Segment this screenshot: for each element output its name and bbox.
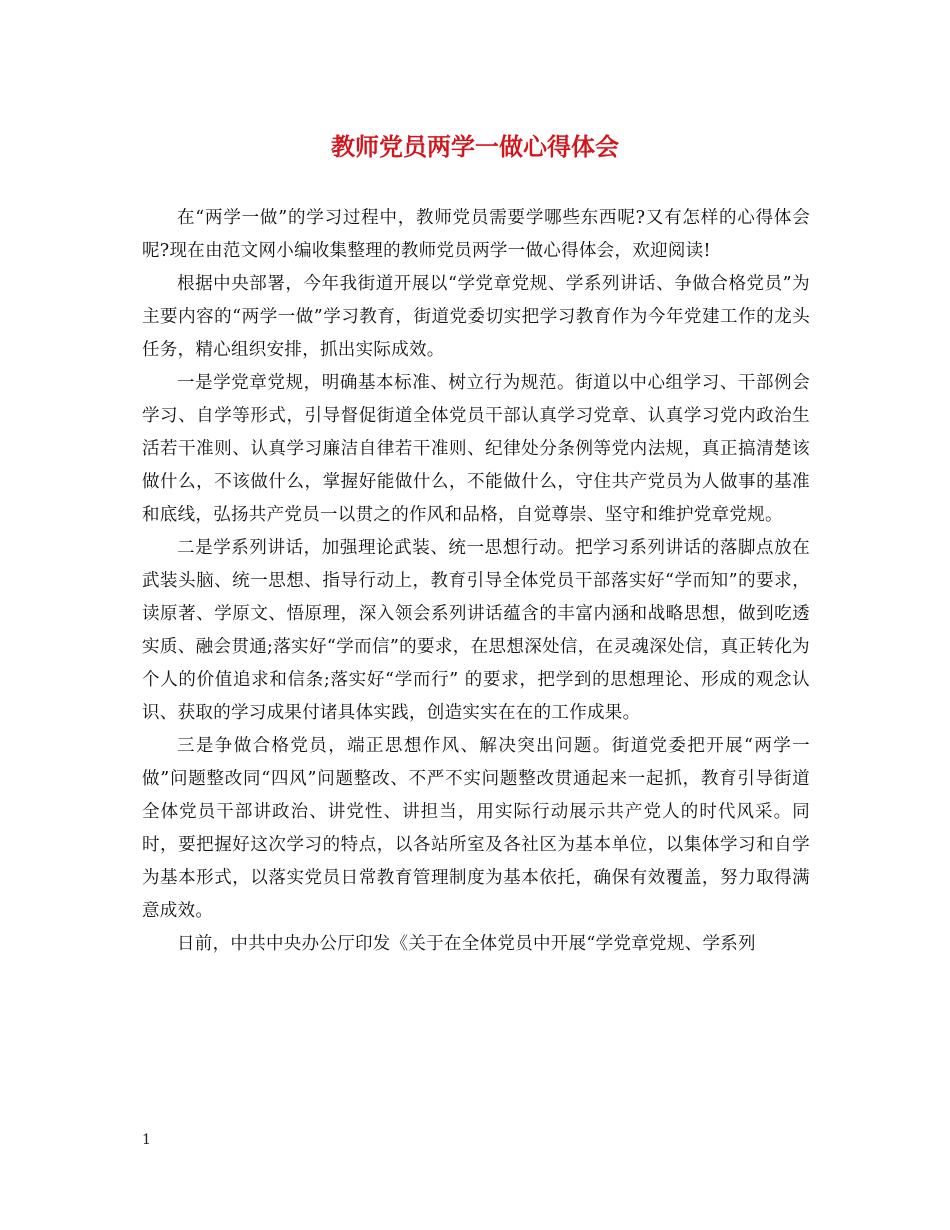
paragraph-background: 根据中央部署，今年我街道开展以“学党章党规、学系列讲话、争做合格党员”为主要内容的“两学一做”学习教育，街道党委切实把学习教育作为今年党建工作的龙头任务，精心组织安排，抓出实际成效。 — [142, 274, 810, 360]
paragraph-continued: 日前，中共中央办公厅印发《关于在全体党员中开展“学党章党规、学系列 — [177, 934, 756, 954]
paragraph-point-one: 一是学党章党规，明确基本标准、树立行为规范。街道以中心组学习、干部例会学习、自学等形式，引导督促街道全体党员干部认真学习党章、认真学习党内政治生活若干准则、认真学习廉洁自律若干准则、纪律处分条例等党内法规，真正搞清楚该做什么，不该做什么，掌握好能做什么，不能做什么，守住共产党员为人做事的基准和底线，弘扬共产党员一以贯之的作风和品格，自觉尊崇、坚守和维护党章党规。 — [142, 373, 810, 525]
paragraph-point-two: 二是学系列讲话，加强理论武装、统一思想行动。把学习系列讲话的落脚点放在武装头脑、统一思想、指导行动上，教育引导全体党员干部落实好“学而知”的要求，读原著、学原文、悟原理，深入领会系列讲话蕴含的丰富内涵和战略思想，做到吃透实质、融会贯通;落实好“学而信”的要求，在思想深处信，在灵魂深处信，真正转化为个人的价值追求和信条;落实好“学而行” 的要求，把学到的思想理论、形成的观念认识、获取的学习成果付诸具体实践，创造实实在在的工作成果。 — [142, 538, 810, 723]
document-body — [142, 202, 810, 961]
paragraph-point-three: 三是争做合格党员，端正思想作风、解决突出问题。街道党委把开展“两学一做”问题整改同“四风”问题整改、不严不实问题整改贯通起来一起抓，教育引导街道全体党员干部讲政治、讲党性、讲担当，用实际行动展示共产党人的时代风采。同时，要把握好这次学习的特点，以各站所室及各社区为基本单位，以集体学习和自学为基本形式，以落实党员日常教育管理制度为基本依托，确保有效覆盖，努力取得满意成效。 — [142, 736, 810, 921]
paragraph-intro: 在“两学一做”的学习过程中，教师党员需要学哪些东西呢?又有怎样的心得体会呢?现在由范文网小编收集整理的教师党员两学一做心得体会，欢迎阅读! — [142, 208, 810, 261]
document-title: 教师党员两学一做心得体会 — [331, 133, 619, 161]
page-number: 1 — [142, 1132, 151, 1148]
